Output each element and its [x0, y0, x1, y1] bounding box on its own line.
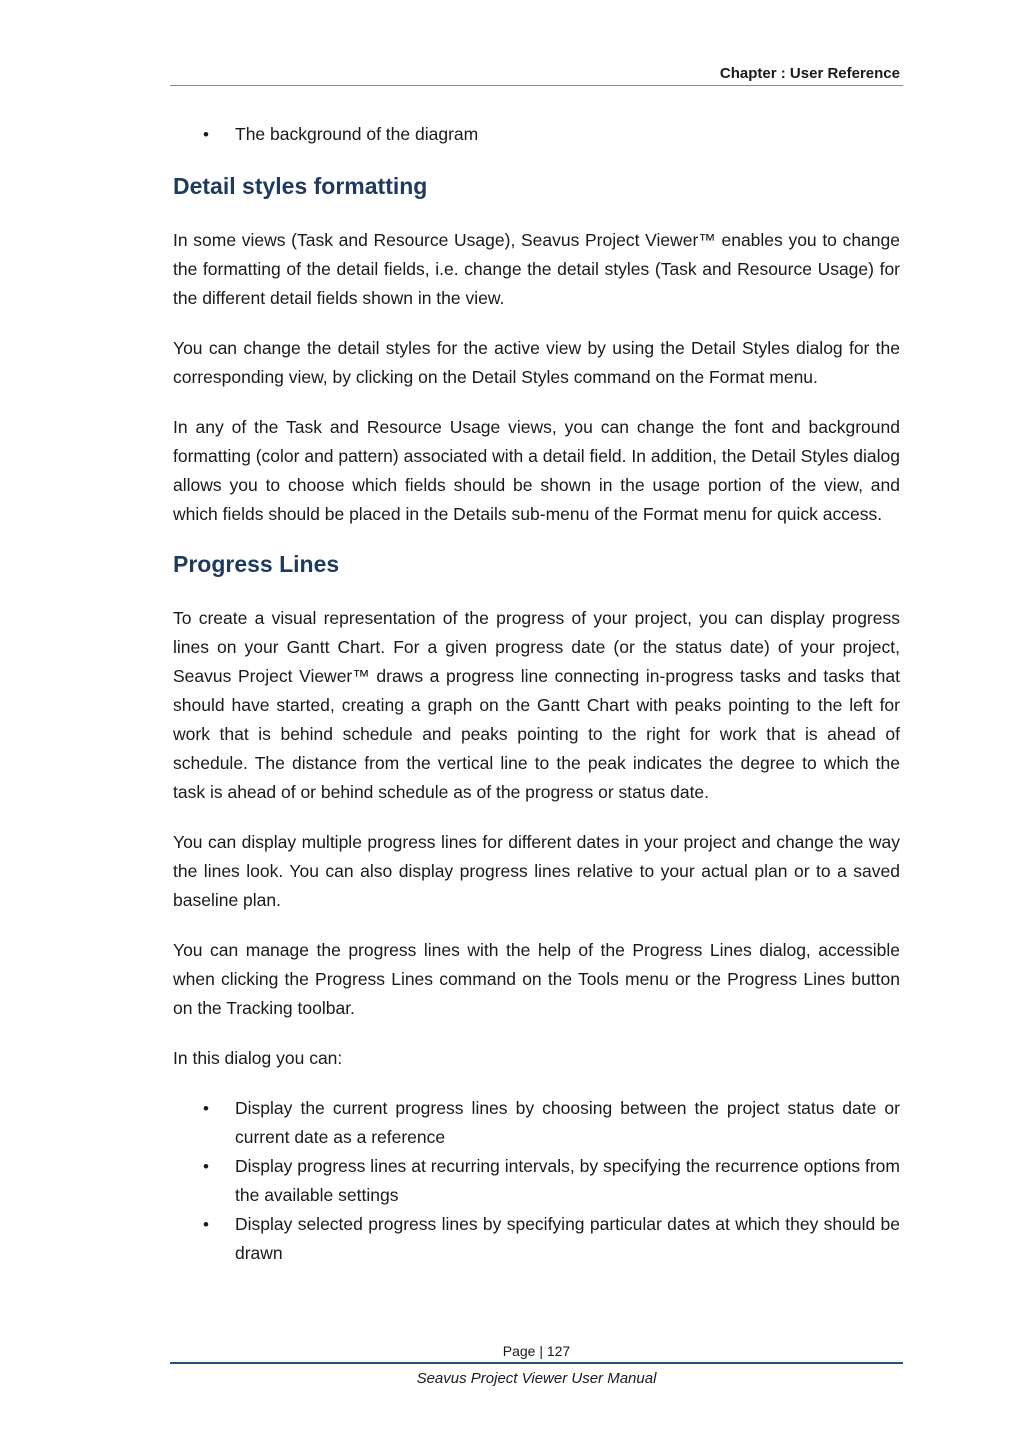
- manual-title: Seavus Project Viewer User Manual: [416, 1370, 657, 1387]
- list-item-text: The background of the diagram: [235, 124, 479, 144]
- page-number: Page | 127: [502, 1343, 571, 1359]
- list-item: [173, 1152, 900, 1210]
- progress-bullet-list: [173, 1094, 900, 1268]
- heading-progress-lines: Progress Lines: [173, 551, 340, 577]
- paragraph: You can manage the progress lines with the help of the Progress Lines dialog, accessible when clicking the Progress Lines command on the Tools menu or the Progress Lines button on the Tracking toolbar.: [173, 940, 900, 1018]
- list-item: [173, 1094, 900, 1152]
- paragraph: You can change the detail styles for the active view by using the Detail Styles dialog for the corresponding view, by clicking on the Detail Styles command on the Format menu.: [173, 338, 900, 387]
- list-item-text: Display selected progress lines by specifying particular dates at which they should be drawn: [235, 1214, 900, 1263]
- list-item-text: Display progress lines at recurring intervals, by specifying the recurrence options from the available settings: [235, 1156, 900, 1205]
- footer-divider: [170, 1362, 903, 1364]
- paragraph: In this dialog you can:: [173, 1048, 343, 1068]
- paragraph: In any of the Task and Resource Usage views, you can change the font and background formatting (color and pattern) associated with a detail field. In addition, the Detail Styles dialog allows you to choose which fields should be shown in the usage portion of the view, and which fields should be placed in the Details sub-menu of the Format menu for quick access.: [173, 417, 900, 524]
- page-header: [170, 63, 903, 86]
- top-bullet-list: [173, 120, 900, 149]
- page-content: [173, 120, 900, 1268]
- paragraph: To create a visual representation of the progress of your project, you can display progress lines on your Gantt Chart. For a given progress date (or the status date) of your project, Seavus Project Viewer™ draws a progress line connecting in-progress tasks and tasks that should have started, creating a graph on the Gantt Chart with peaks pointing to the left for work that is behind schedule and peaks pointing to the right for work that is ahead of schedule. The distance from the vertical line to the peak indicates the degree to which the task is ahead of or behind schedule as of the progress or status date.: [173, 608, 900, 802]
- bullet-icon: •: [203, 1157, 209, 1176]
- bullet-icon: •: [203, 1099, 209, 1118]
- list-item: [173, 120, 900, 149]
- page-footer: [170, 1340, 903, 1387]
- heading-detail-styles: Detail styles formatting: [173, 173, 428, 199]
- paragraph: You can display multiple progress lines for different dates in your project and change the way the lines look. You can also display progress lines relative to your actual plan or to a saved baseline plan.: [173, 832, 900, 910]
- bullet-icon: •: [203, 1215, 209, 1234]
- list-item: [173, 1210, 900, 1268]
- list-item-text: Display the current progress lines by choosing between the project status date or current date as a reference: [235, 1098, 900, 1147]
- paragraph: In some views (Task and Resource Usage), Seavus Project Viewer™ enables you to change the formatting of the detail fields, i.e. change the detail styles (Task and Resource Usage) for the different detail fields shown in the view.: [173, 230, 900, 308]
- chapter-title: Chapter : User Reference: [719, 65, 900, 82]
- bullet-icon: •: [203, 125, 209, 144]
